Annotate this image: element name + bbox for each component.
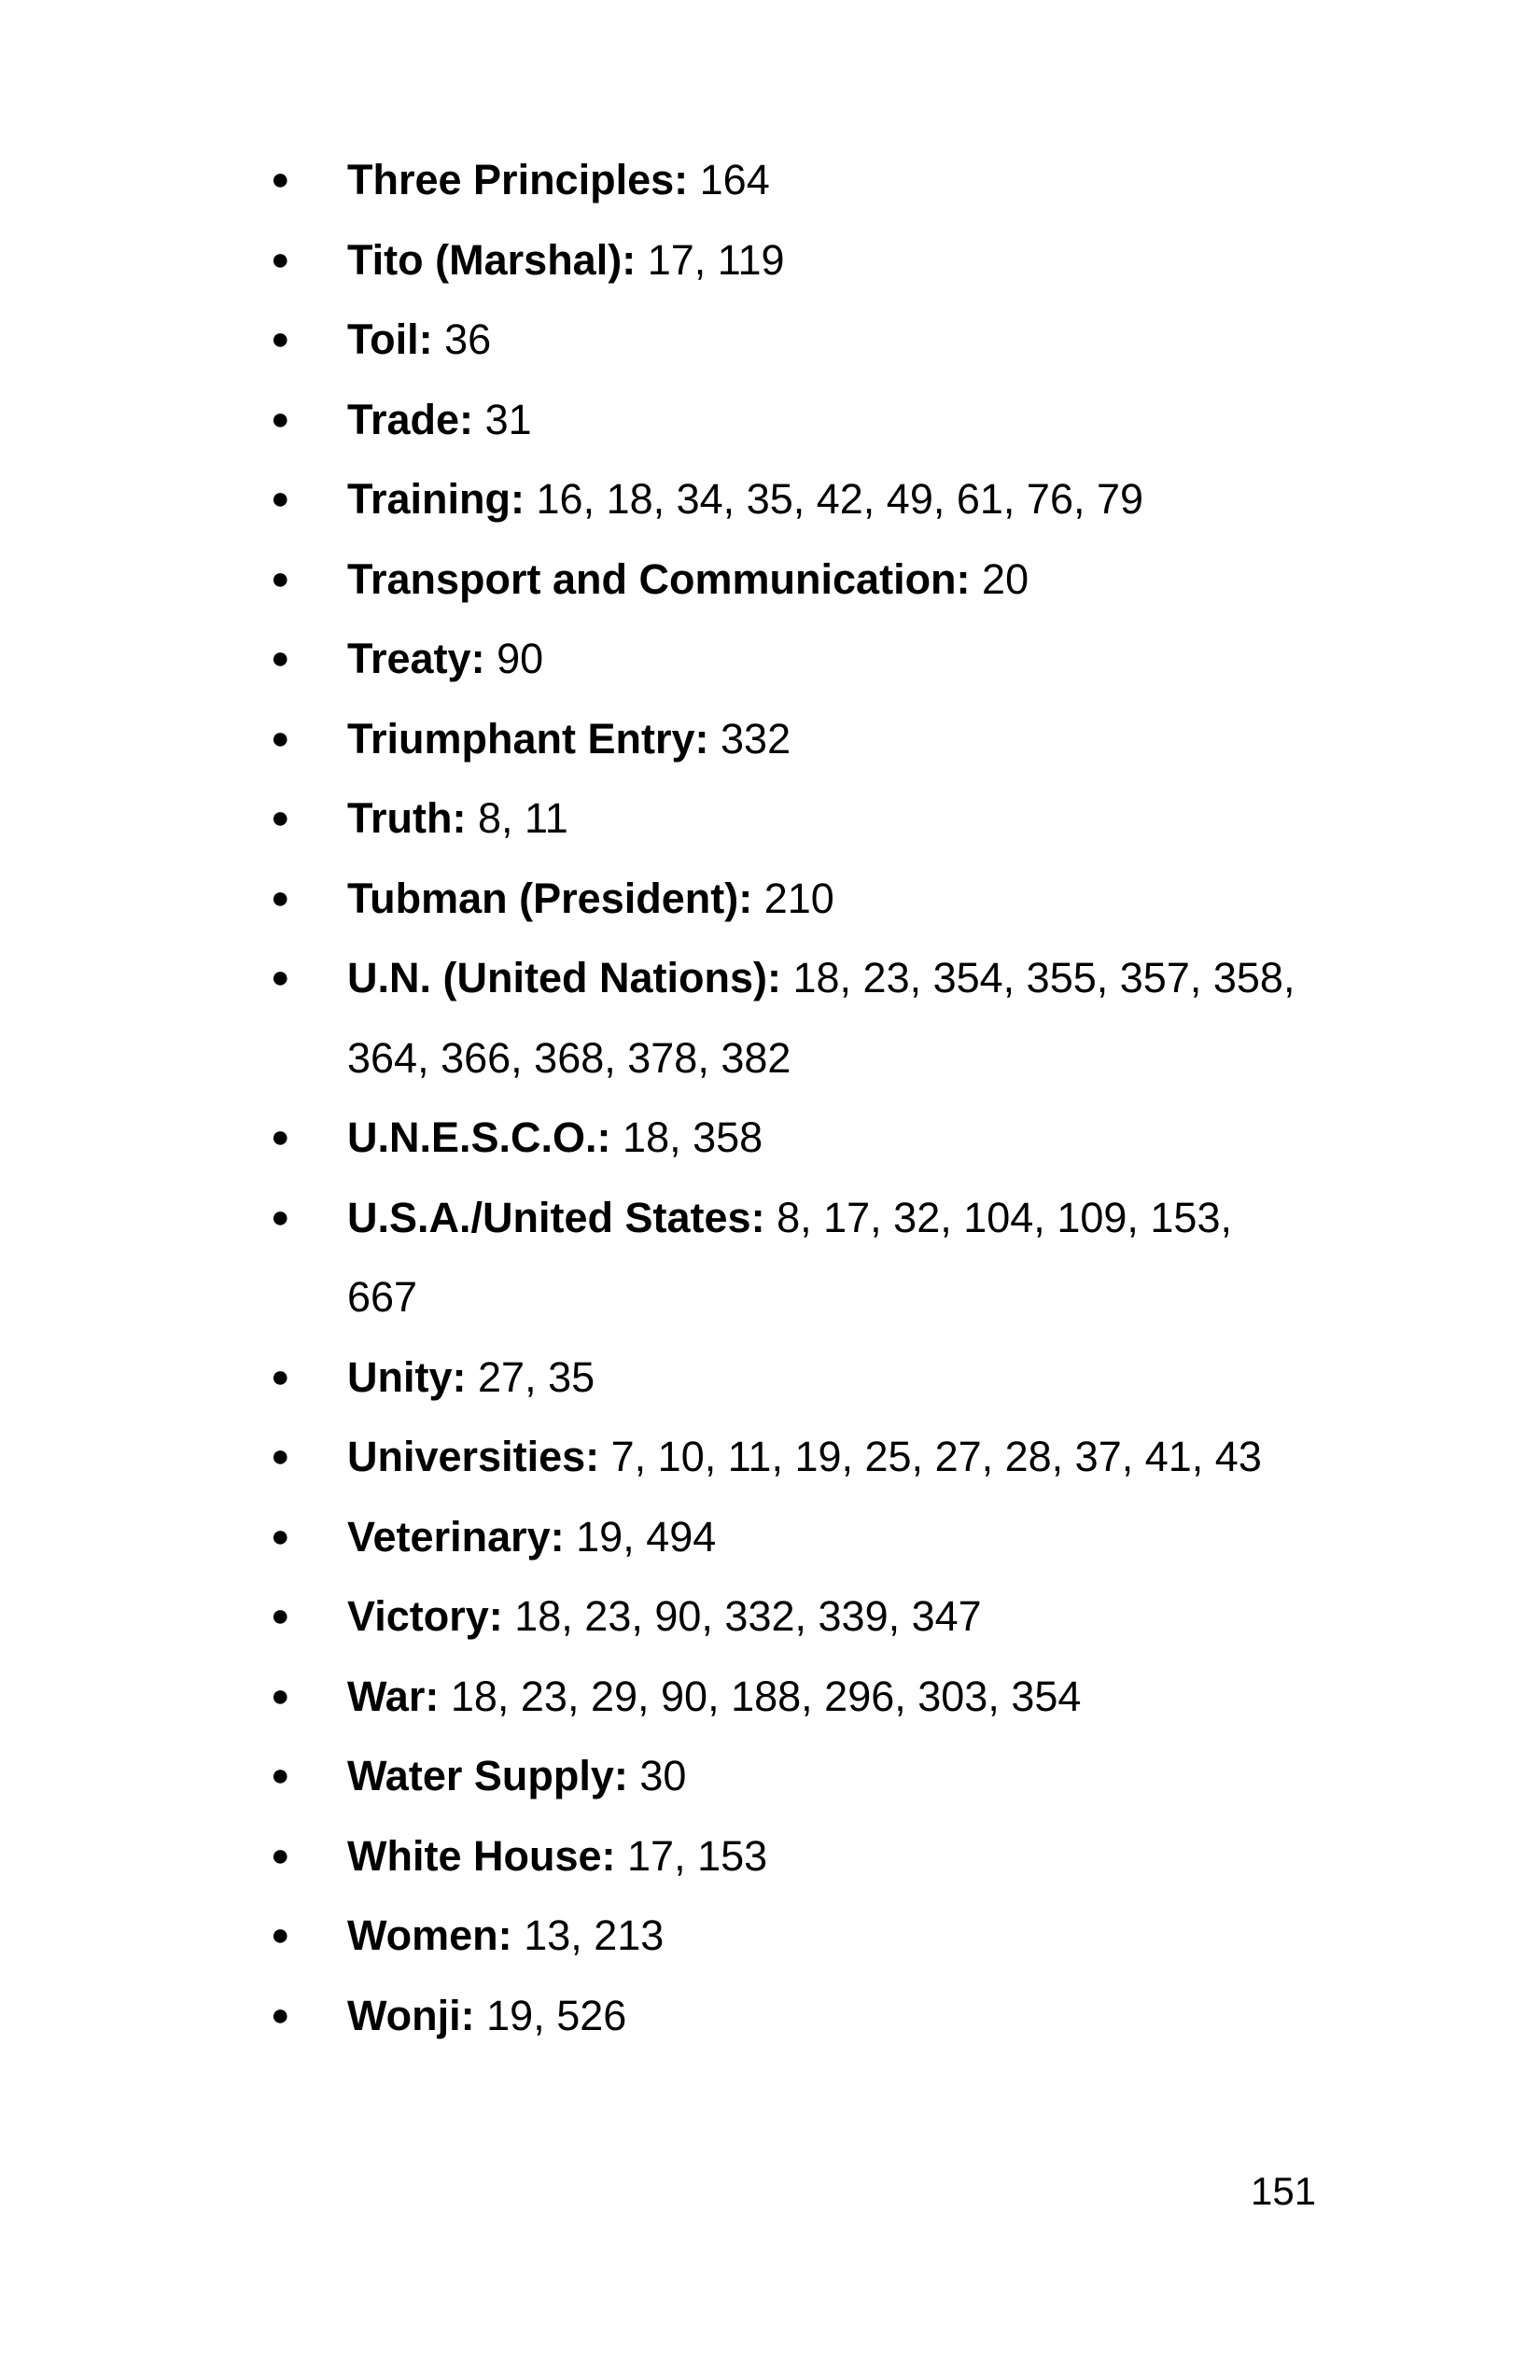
index-term: U.S.A./United States:	[347, 1193, 765, 1241]
index-pages: 332	[721, 714, 791, 763]
index-term: White House:	[347, 1831, 616, 1880]
index-pages: 210	[763, 874, 834, 922]
bullet-icon: ●	[271, 1198, 290, 1235]
index-entry-united-nations	[271, 938, 1307, 1098]
bullet-icon: ●	[271, 1677, 290, 1714]
index-pages: 8, 11	[477, 794, 568, 842]
index-term: U.N.E.S.C.O.:	[347, 1113, 611, 1161]
page-number: 151	[1251, 2169, 1317, 2213]
index-pages: 16, 18, 34, 35, 42, 49, 61, 76, 79	[536, 475, 1144, 523]
index-pages: 17, 153	[627, 1831, 768, 1880]
bullet-icon: ●	[271, 1996, 290, 2033]
index-term: U.N. (United Nations):	[347, 954, 781, 1001]
index-entry-transport	[271, 539, 1307, 620]
index-pages: 30	[639, 1752, 687, 1799]
index-entry-veterinary	[271, 1497, 1307, 1577]
index-term: Treaty:	[347, 635, 485, 682]
index-pages: 18, 23, 29, 90, 188, 296, 303, 354	[450, 1672, 1082, 1720]
index-list	[271, 140, 1307, 2055]
index-pages: 18, 358	[623, 1113, 763, 1161]
index-term: Three Principles:	[347, 156, 689, 203]
bullet-icon: ●	[271, 321, 290, 357]
index-term: Wonji:	[347, 1991, 475, 2039]
index-entry-women	[271, 1896, 1307, 1976]
index-pages: 18, 23, 90, 332, 339, 347	[514, 1592, 982, 1640]
index-term: Veterinary:	[347, 1512, 565, 1561]
index-term: Training:	[347, 475, 525, 523]
bullet-icon: ●	[271, 1119, 290, 1155]
index-entry-treaty	[271, 619, 1307, 699]
index-entry-three-principles	[271, 140, 1307, 220]
index-term: Victory:	[347, 1592, 503, 1640]
bullet-icon: ●	[271, 959, 290, 995]
index-entry-unesco	[271, 1098, 1307, 1178]
index-pages: 20	[982, 554, 1029, 603]
bullet-icon: ●	[271, 879, 290, 916]
bullet-icon: ●	[271, 161, 290, 197]
index-entry-triumphant-entry	[271, 699, 1307, 779]
index-term: Toil:	[347, 315, 433, 363]
bullet-icon: ●	[271, 800, 290, 835]
index-pages: 31	[484, 395, 532, 443]
bullet-icon: ●	[271, 481, 290, 516]
index-pages: 17, 119	[647, 235, 785, 284]
bullet-icon: ●	[271, 560, 290, 596]
index-entry-victory	[271, 1576, 1307, 1657]
index-pages: 36	[444, 315, 492, 363]
index-pages: 19, 494	[576, 1512, 717, 1561]
index-entry-unity	[271, 1337, 1307, 1418]
index-pages: 8, 17, 32, 104, 109, 153, 667	[347, 1193, 1232, 1321]
index-term: Triumphant Entry:	[347, 714, 709, 763]
index-entry-white-house	[271, 1816, 1307, 1897]
index-term: Water Supply:	[347, 1752, 628, 1799]
index-pages: 18, 23, 354, 355, 357, 358, 364, 366, 368, 378, 382	[347, 954, 1295, 1082]
bullet-icon: ●	[271, 1837, 290, 1873]
index-entry-war	[271, 1657, 1307, 1737]
index-pages: 7, 10, 11, 19, 25, 27, 28, 37, 41, 43	[610, 1433, 1262, 1480]
index-term: Universities:	[347, 1433, 600, 1480]
index-pages: 27, 35	[478, 1352, 595, 1401]
bullet-icon: ●	[271, 1358, 290, 1394]
index-pages: 19, 526	[486, 1991, 627, 2039]
bullet-icon: ●	[271, 1518, 290, 1554]
index-pages: 13, 213	[524, 1911, 665, 1959]
index-pages: 164	[699, 156, 770, 203]
index-term: Tito (Marshal):	[347, 235, 637, 284]
index-term: Unity:	[347, 1352, 467, 1401]
index-entry-tubman	[271, 859, 1307, 939]
bullet-icon: ●	[271, 1917, 290, 1953]
index-term: Trade:	[347, 395, 474, 443]
index-term: Truth:	[347, 794, 467, 842]
index-term: Transport and Communication:	[347, 554, 971, 603]
bullet-icon: ●	[271, 241, 290, 277]
index-term: War:	[347, 1672, 440, 1720]
index-entry-tito	[271, 220, 1307, 301]
index-entry-wonji	[271, 1976, 1307, 2056]
bullet-icon: ●	[271, 1757, 290, 1793]
index-entry-universities	[271, 1417, 1307, 1497]
index-term: Women:	[347, 1911, 512, 1959]
bullet-icon: ●	[271, 640, 290, 676]
bullet-icon: ●	[271, 1438, 290, 1474]
index-term: Tubman (President):	[347, 874, 753, 922]
index-entry-water-supply	[271, 1736, 1307, 1816]
bullet-icon: ●	[271, 400, 290, 437]
index-entry-training	[271, 459, 1307, 539]
index-entry-truth	[271, 778, 1307, 859]
index-entry-usa	[271, 1178, 1307, 1337]
bullet-icon: ●	[271, 1598, 290, 1633]
index-pages: 90	[497, 635, 544, 682]
bullet-icon: ●	[271, 720, 290, 756]
index-entry-trade	[271, 380, 1307, 460]
index-entry-toil	[271, 300, 1307, 380]
